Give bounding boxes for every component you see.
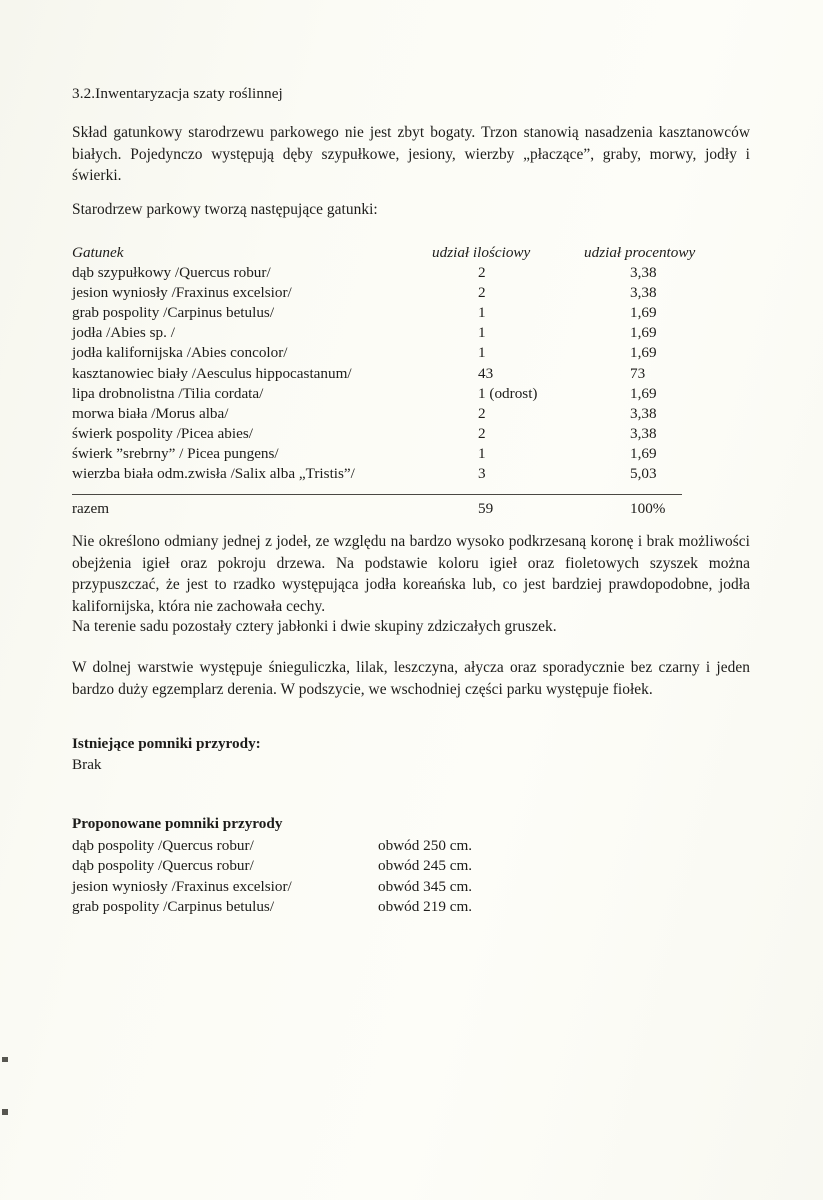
cell-count: 2 bbox=[478, 264, 486, 282]
table-row bbox=[72, 464, 750, 484]
cell-count: 2 bbox=[478, 424, 486, 442]
table-row bbox=[72, 323, 750, 343]
table-header-row bbox=[72, 243, 750, 263]
cell-total-percent: 100% bbox=[630, 500, 666, 517]
cell-count: 1 bbox=[478, 344, 486, 362]
cell-species: jodła kalifornijska /Abies concolor/ bbox=[72, 344, 288, 362]
cell-percent: 3,38 bbox=[630, 284, 657, 302]
proposed-species: grab pospolity /Carpinus betulus/ bbox=[72, 898, 275, 916]
table-total-row bbox=[72, 499, 750, 519]
cell-species: kasztanowiec biały /Aesculus hippocastanum/ bbox=[72, 364, 352, 382]
cell-species: wierzba biała odm.zwisła /Salix alba „Tristis”/ bbox=[72, 465, 355, 483]
table-header-count: udział ilościowy bbox=[432, 244, 531, 261]
heading-existing-monuments: Istniejące pomniki przyrody: bbox=[72, 735, 261, 752]
paragraph-intro: Skład gatunkowy starodrzewu parkowego nie jest zbyt bogaty. Trzon stanowią nasadzenia kasztanowców białych. Pojedynczo występują dęby szypułkowe, jesiony, wierzby „płaczące”, graby, morwy, jodły i świerki. bbox=[72, 124, 750, 185]
cell-percent: 3,38 bbox=[630, 404, 657, 422]
cell-species: świerk ”srebrny” / Picea pungens/ bbox=[72, 444, 279, 462]
cell-count: 2 bbox=[478, 404, 486, 422]
proposed-species: jesion wyniosły /Fraxinus excelsior/ bbox=[72, 877, 292, 895]
table-row bbox=[72, 424, 750, 444]
cell-species: dąb szypułkowy /Quercus robur/ bbox=[72, 264, 271, 282]
proposed-species: dąb pospolity /Quercus robur/ bbox=[72, 837, 254, 854]
cell-percent: 1,69 bbox=[630, 324, 657, 342]
existing-monuments-value: Brak bbox=[72, 756, 102, 773]
cell-species: jodła /Abies sp. / bbox=[72, 324, 175, 342]
list-item bbox=[72, 856, 750, 876]
species-table bbox=[72, 243, 750, 484]
cell-species: świerk pospolity /Picea abies/ bbox=[72, 424, 253, 442]
cell-count: 2 bbox=[478, 284, 486, 302]
cell-percent: 5,03 bbox=[630, 465, 657, 483]
cell-species: jesion wyniosły /Fraxinus excelsior/ bbox=[72, 284, 292, 302]
table-header-species: Gatunek bbox=[72, 244, 124, 261]
scan-artifact-mark-upper bbox=[2, 1057, 8, 1062]
cell-total-count: 59 bbox=[478, 500, 494, 517]
proposed-species: dąb pospolity /Quercus robur/ bbox=[72, 857, 254, 875]
table-header-percent: udział procentowy bbox=[584, 244, 696, 261]
paragraph-understory: W dolnej warstwie występuje śnieguliczka, lilak, leszczyna, ałycza oraz sporadycznie bez czarny i jeden bardzo duży egzemplarz derenia. W podszycie, we wschodniej części parku występuje fiołek. bbox=[72, 659, 750, 698]
list-item bbox=[72, 877, 750, 897]
cell-count: 1 bbox=[478, 324, 486, 342]
proposed-girth: obwód 345 cm. bbox=[378, 877, 473, 895]
section-title: 3.2.Inwentaryzacja szaty roślinnej bbox=[72, 85, 283, 102]
table-row bbox=[72, 283, 750, 303]
heading-proposed-monuments: Proponowane pomniki przyrody bbox=[72, 815, 283, 832]
cell-count: 3 bbox=[478, 465, 486, 483]
cell-percent: 3,38 bbox=[630, 424, 657, 442]
cell-percent: 1,69 bbox=[630, 444, 657, 462]
proposed-girth: obwód 250 cm. bbox=[378, 837, 473, 854]
proposed-monuments-list bbox=[72, 836, 750, 918]
cell-percent: 1,69 bbox=[630, 384, 657, 402]
cell-species: grab pospolity /Carpinus betulus/ bbox=[72, 304, 275, 322]
cell-count: 1 bbox=[478, 304, 486, 322]
table-row bbox=[72, 384, 750, 404]
cell-species: morwa biała /Morus alba/ bbox=[72, 404, 229, 422]
cell-percent: 73 bbox=[630, 364, 646, 382]
table-row bbox=[72, 343, 750, 363]
cell-percent: 1,69 bbox=[630, 344, 657, 362]
table-row bbox=[72, 303, 750, 323]
cell-count: 1 (odrost) bbox=[478, 384, 538, 402]
paragraph-fir-note: Nie określono odmiany jednej z jodeł, ze względu na bardzo wysoko podkrzesaną koronę i brak możliwości obejżenia igieł oraz pokroju drzewa. Na podstawie koloru igieł oraz fioletowych szyszek można przypuszczać, że jest to rzadko występująca jodła koreańska lub, co jest bardziej prawdopodobne, jodła kalifornijska, która nie zachowała cechy. bbox=[72, 533, 750, 615]
cell-percent: 3,38 bbox=[630, 264, 657, 282]
table-row bbox=[72, 263, 750, 283]
table-row bbox=[72, 404, 750, 424]
cell-percent: 1,69 bbox=[630, 304, 657, 322]
table-row bbox=[72, 364, 750, 384]
cell-count: 1 bbox=[478, 444, 486, 462]
list-item bbox=[72, 897, 750, 917]
paragraph-orchard: Na terenie sadu pozostały cztery jabłonki i dwie skupiny zdziczałych gruszek. bbox=[72, 618, 557, 635]
cell-total-label: razem bbox=[72, 500, 110, 517]
table-total-divider bbox=[72, 494, 682, 495]
proposed-girth: obwód 219 cm. bbox=[378, 898, 473, 916]
list-item bbox=[72, 836, 750, 856]
cell-count: 43 bbox=[478, 364, 494, 382]
paragraph-lead-in: Starodrzew parkowy tworzą następujące gatunki: bbox=[72, 201, 378, 218]
scan-artifact-mark-lower bbox=[2, 1109, 8, 1115]
proposed-girth: obwód 245 cm. bbox=[378, 857, 473, 875]
cell-species: lipa drobnolistna /Tilia cordata/ bbox=[72, 384, 264, 402]
table-row bbox=[72, 444, 750, 464]
